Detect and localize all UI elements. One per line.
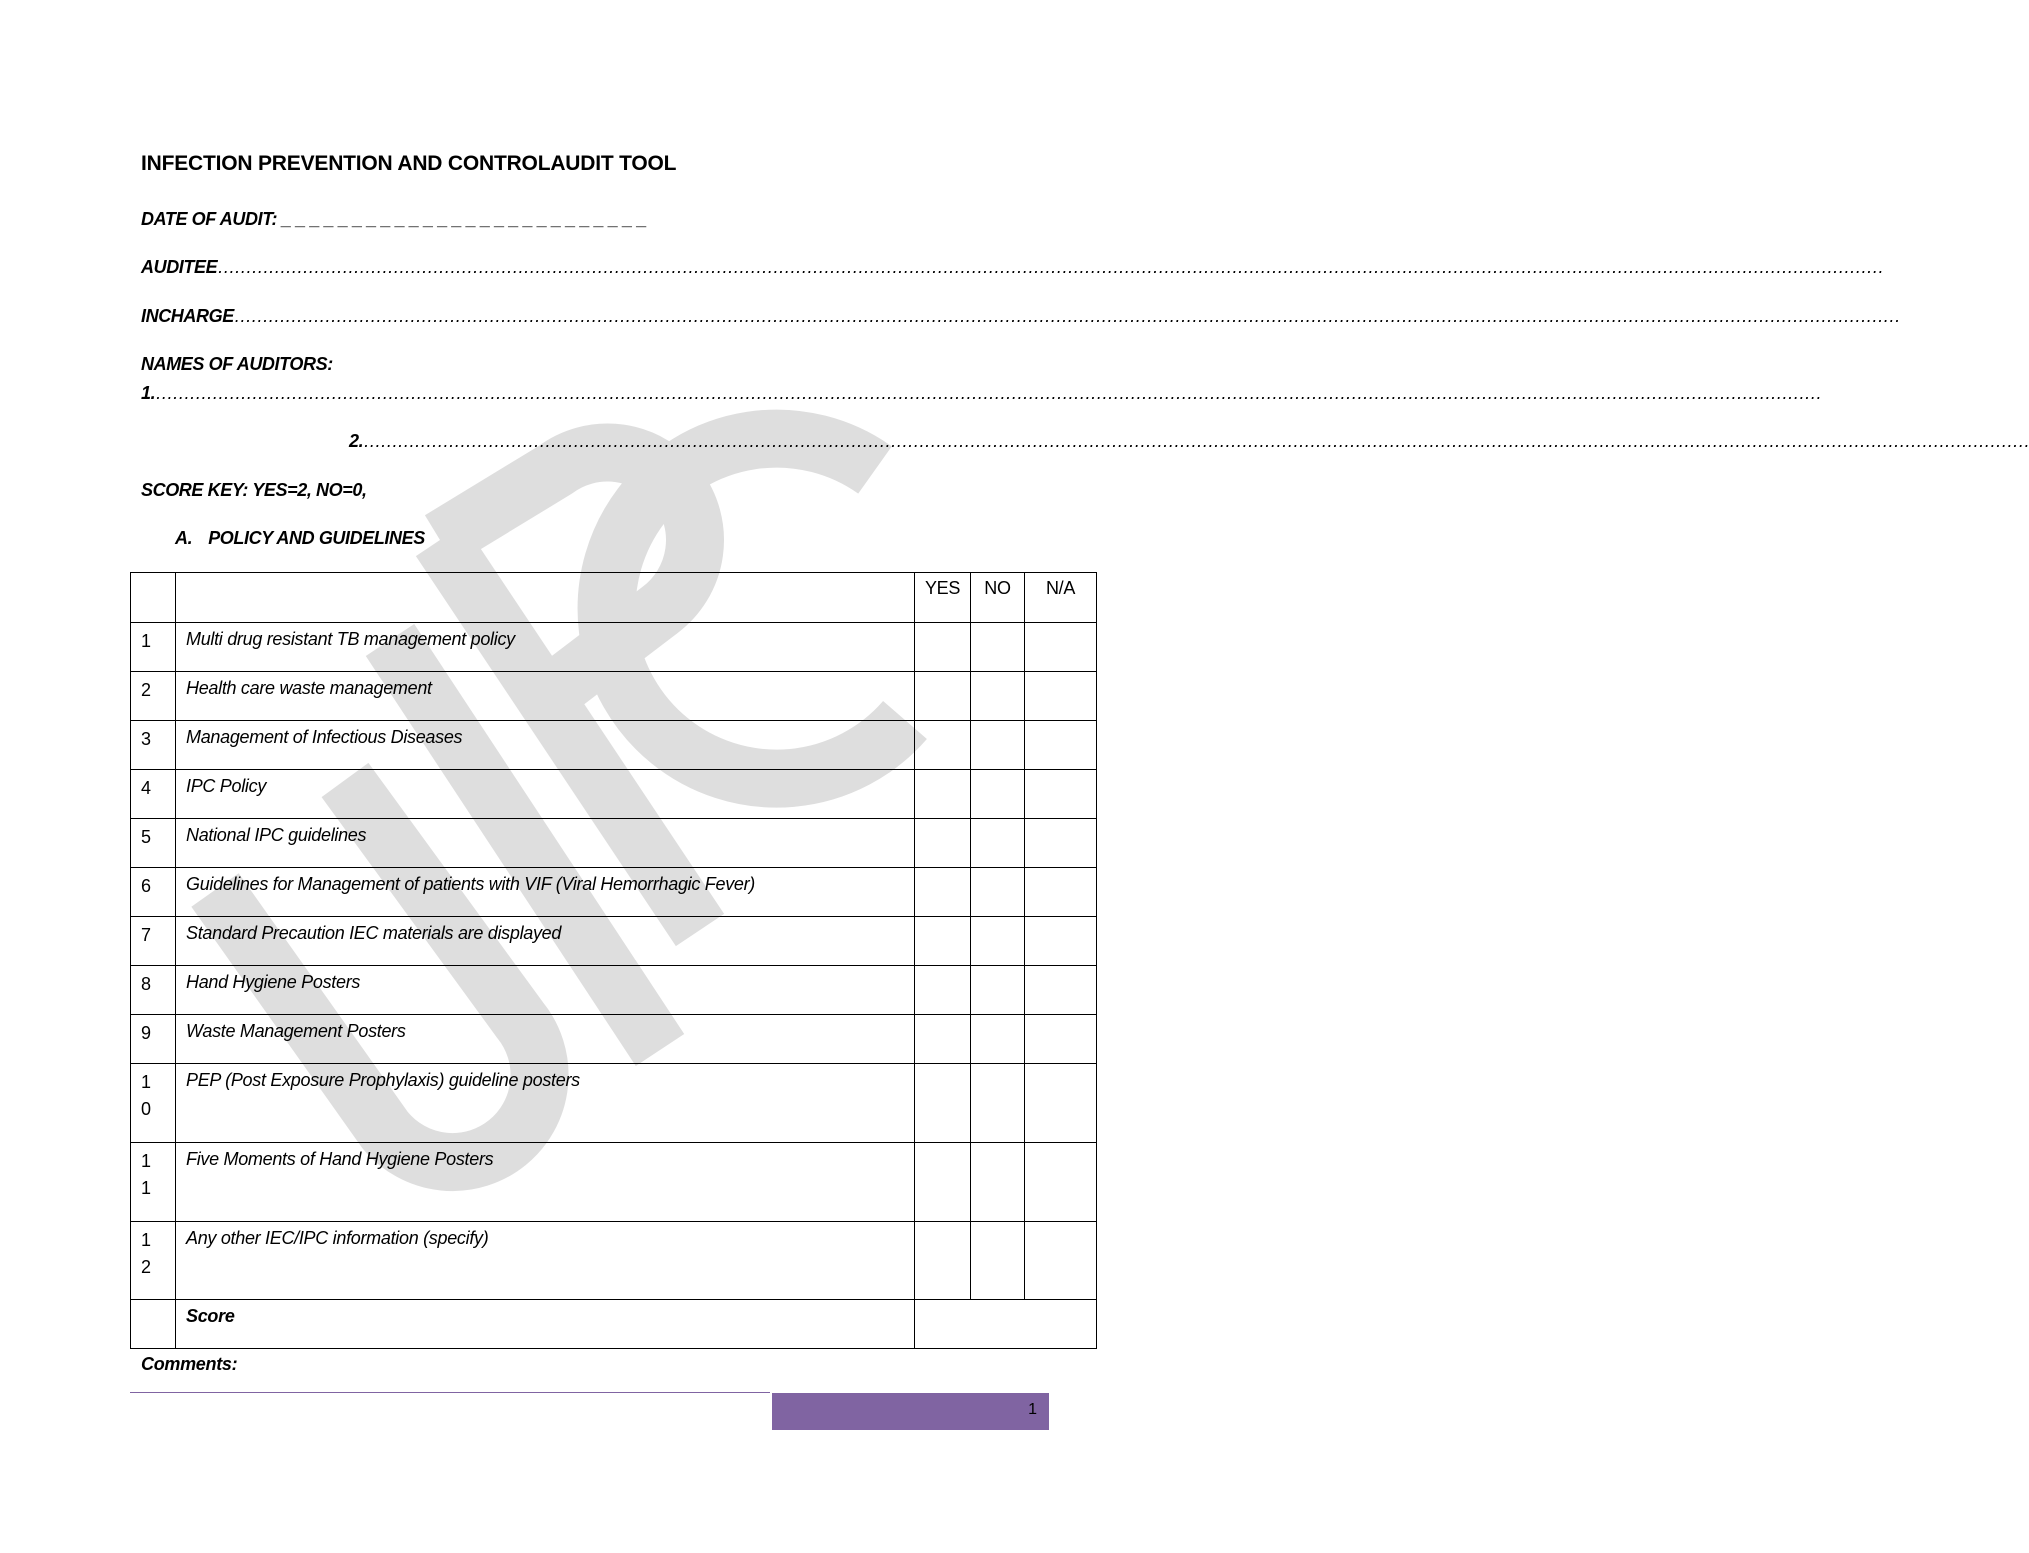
score-label: Score <box>176 1300 915 1349</box>
row-number: 9 <box>131 1015 176 1064</box>
no-cell[interactable] <box>971 770 1025 819</box>
auditor-1-label: 1. <box>141 383 156 403</box>
row-item: IPC Policy <box>176 770 915 819</box>
header-num-cell <box>131 573 176 623</box>
header-yes: YES <box>915 573 971 623</box>
no-cell[interactable] <box>971 1015 1025 1064</box>
names-of-auditors-label: NAMES OF AUDITORS: <box>141 354 333 374</box>
date-of-audit-field[interactable]: DATE OF AUDIT: _ _ _ _ _ _ _ _ _ _ _ _ _ _ _ _ _ _ _ _ _ _ _ _ _ _ <box>141 209 647 229</box>
na-cell[interactable] <box>1025 672 1097 721</box>
incharge-label: INCHARGE <box>141 306 234 326</box>
table-row <box>131 721 1097 770</box>
table-row <box>131 868 1097 917</box>
auditor-2-label: 2. <box>349 431 364 451</box>
na-cell[interactable] <box>1025 917 1097 966</box>
no-cell[interactable] <box>971 623 1025 672</box>
row-number: 4 <box>131 770 176 819</box>
no-cell[interactable] <box>971 1222 1025 1300</box>
no-cell[interactable] <box>971 819 1025 868</box>
no-cell[interactable] <box>971 868 1025 917</box>
row-item: Guidelines for Management of patients with VIF (Viral Hemorrhagic Fever) <box>176 868 915 917</box>
table-row <box>131 672 1097 721</box>
row-item: National IPC guidelines <box>176 819 915 868</box>
na-cell[interactable] <box>1025 1222 1097 1300</box>
auditee-field[interactable] <box>141 257 1884 278</box>
row-number: 6 <box>131 868 176 917</box>
no-cell[interactable] <box>971 721 1025 770</box>
row-item: Hand Hygiene Posters <box>176 966 915 1015</box>
header-no: NO <box>971 573 1025 623</box>
na-cell[interactable] <box>1025 819 1097 868</box>
row-item: Standard Precaution IEC materials are displayed <box>176 917 915 966</box>
yes-cell[interactable] <box>915 1015 971 1064</box>
table-row <box>131 623 1097 672</box>
auditee-dots: …………………………………………………………………………………………………………………………………………………………………………………………………………………………………………………………………… <box>217 257 1884 277</box>
table-header-row <box>131 573 1097 623</box>
na-cell[interactable] <box>1025 966 1097 1015</box>
score-key: SCORE KEY: YES=2, NO=0, <box>141 480 367 500</box>
row-item: Management of Infectious Diseases <box>176 721 915 770</box>
section-heading <box>175 528 425 549</box>
row-item: Five Moments of Hand Hygiene Posters <box>176 1143 915 1222</box>
no-cell[interactable] <box>971 1143 1025 1222</box>
no-cell[interactable] <box>971 917 1025 966</box>
section-marker: A. <box>175 528 193 548</box>
na-cell[interactable] <box>1025 721 1097 770</box>
auditor-1-dots: …………………………………………………………………………………………………………………………………………………………………………………………………………………………………………………………………… <box>155 383 1822 403</box>
row-item: Any other IEC/IPC information (specify) <box>176 1222 915 1300</box>
header-na: N/A <box>1025 573 1097 623</box>
footer-page-box <box>772 1393 1049 1430</box>
row-number: 1 1 <box>131 1143 176 1222</box>
yes-cell[interactable] <box>915 868 971 917</box>
table-row <box>131 917 1097 966</box>
row-item: Waste Management Posters <box>176 1015 915 1064</box>
comments-label: Comments: <box>141 1354 238 1374</box>
row-number: 8 <box>131 966 176 1015</box>
incharge-field[interactable] <box>141 306 1900 327</box>
yes-cell[interactable] <box>915 672 971 721</box>
no-cell[interactable] <box>971 672 1025 721</box>
row-number: 2 <box>131 672 176 721</box>
yes-cell[interactable] <box>915 1064 971 1143</box>
table-row <box>131 966 1097 1015</box>
header-item-cell <box>176 573 915 623</box>
yes-cell[interactable] <box>915 1222 971 1300</box>
page-number: 1 <box>1028 1401 1037 1418</box>
row-number: 7 <box>131 917 176 966</box>
table-row <box>131 819 1097 868</box>
na-cell[interactable] <box>1025 1143 1097 1222</box>
yes-cell[interactable] <box>915 1143 971 1222</box>
yes-cell[interactable] <box>915 721 971 770</box>
row-number: 1 2 <box>131 1222 176 1300</box>
incharge-dots: …………………………………………………………………………………………………………………………………………………………………………………………………………………………………………………………………… <box>233 306 1900 326</box>
score-row <box>131 1300 1097 1349</box>
yes-cell[interactable] <box>915 819 971 868</box>
row-number: 5 <box>131 819 176 868</box>
row-item: PEP (Post Exposure Prophylaxis) guideline posters <box>176 1064 915 1143</box>
table-row <box>131 770 1097 819</box>
row-number: 1 <box>131 623 176 672</box>
footer-divider <box>130 1392 770 1393</box>
score-value-cell[interactable] <box>915 1300 1097 1349</box>
no-cell[interactable] <box>971 966 1025 1015</box>
section-title: POLICY AND GUIDELINES <box>208 528 425 548</box>
no-cell[interactable] <box>971 1064 1025 1143</box>
score-num-cell <box>131 1300 176 1349</box>
auditee-label: AUDITEE <box>141 257 218 277</box>
na-cell[interactable] <box>1025 770 1097 819</box>
row-number: 1 0 <box>131 1064 176 1143</box>
na-cell[interactable] <box>1025 623 1097 672</box>
table-row <box>131 1015 1097 1064</box>
na-cell[interactable] <box>1025 868 1097 917</box>
table-row <box>131 1143 1097 1222</box>
policy-guidelines-table <box>130 572 1097 1349</box>
document-title: INFECTION PREVENTION AND CONTROLAUDIT TOOL <box>141 152 677 175</box>
yes-cell[interactable] <box>915 966 971 1015</box>
yes-cell[interactable] <box>915 770 971 819</box>
table-row <box>131 1064 1097 1143</box>
na-cell[interactable] <box>1025 1015 1097 1064</box>
auditor-1-field[interactable] <box>141 383 1822 404</box>
row-item: Multi drug resistant TB management policy <box>176 623 915 672</box>
yes-cell[interactable] <box>915 623 971 672</box>
na-cell[interactable] <box>1025 1064 1097 1143</box>
row-number: 3 <box>131 721 176 770</box>
row-item: Health care waste management <box>176 672 915 721</box>
table-row <box>131 1222 1097 1300</box>
auditor-2-field[interactable] <box>349 431 2029 452</box>
yes-cell[interactable] <box>915 917 971 966</box>
auditor-2-dots: …………………………………………………………………………………………………………………………………………………………………………………………………………………………………………………………………… <box>363 431 2029 451</box>
